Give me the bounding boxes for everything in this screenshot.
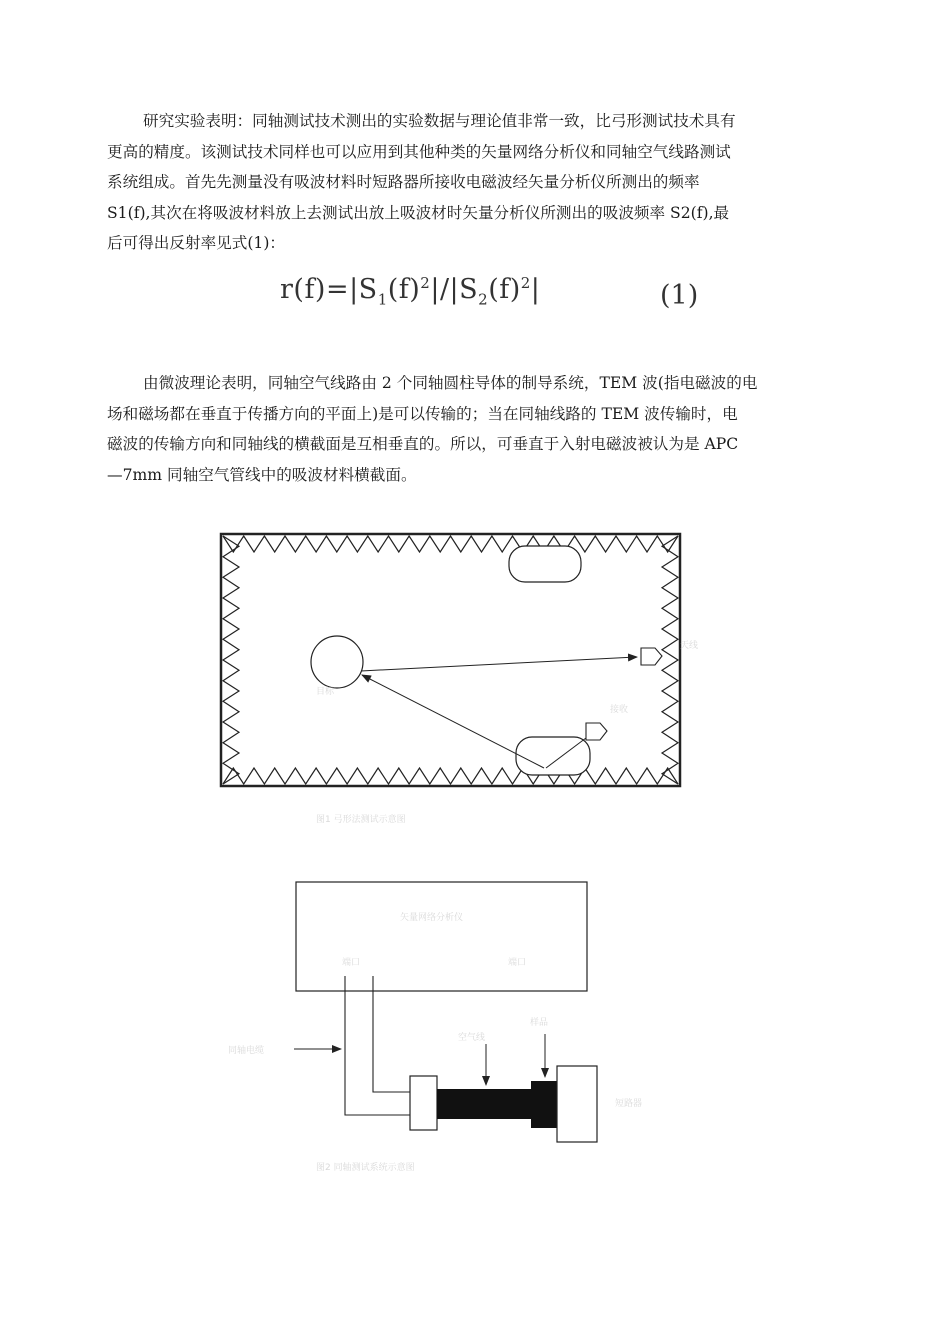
text-line: 更高的精度。该测试技术同样也可以应用到其他种类的矢量网络分析仪和同轴空气线路测试 — [107, 142, 731, 161]
port2-label: 端口 — [508, 958, 527, 968]
formula-part: (f) — [488, 274, 521, 305]
receive-antenna-icon — [586, 723, 607, 740]
text-line: 系统组成。首先先测量没有吸波材料时短路器所接收电磁波经矢量分析仪所测出的频率 — [107, 173, 700, 191]
figure-2-caption: 图2 同轴测试系统示意图 — [316, 1163, 415, 1173]
connector — [410, 1076, 437, 1130]
text-line: 由微波理论表明，同轴空气线路由 2 个同轴圆柱导体的制导系统，TEM 波(指电磁波的电 — [143, 374, 758, 392]
formula-part: |/|S — [430, 274, 479, 305]
formula-lhs: r(f)=|S — [280, 274, 378, 305]
formula-sub-2: 2 — [478, 290, 489, 309]
text-line: —7mm 同轴空气管线中的吸波材料横截面。 — [107, 465, 417, 484]
figure-2-coaxial-setup — [228, 882, 642, 1173]
coax-cable-inner — [373, 976, 410, 1092]
sample-label: 样品 — [530, 1018, 549, 1028]
equation-number: (1) — [660, 280, 699, 311]
text-line: 场和磁场都在垂直于传播方向的平面上)是可以传输的；当在同轴线路的 TEM 波传输时，电 — [107, 404, 738, 423]
text-line: 磁波的传输方向和同轴线的横截面是互相垂直的。所以，可垂直于入射电磁波被认为是 APC — [107, 435, 739, 453]
chamber-frame — [221, 534, 680, 786]
antenna-label: 天线 — [680, 641, 699, 651]
absorber-wedges-top — [223, 536, 678, 552]
formula-sub-1: 1 — [377, 290, 388, 309]
formula-sup-2: 2 — [520, 274, 531, 292]
formula-part: (f) — [387, 274, 421, 305]
reflect-arrow — [362, 675, 544, 768]
absorber-wedges-left — [223, 536, 239, 784]
short-label: 短路器 — [615, 1099, 643, 1109]
cable-label: 同轴电缆 — [228, 1046, 265, 1056]
formula-part: | — [530, 274, 541, 305]
sample-holder — [531, 1081, 557, 1128]
figure-1-anechoic-chamber — [221, 534, 698, 825]
vna-label: 矢量网络分析仪 — [400, 913, 464, 923]
sample-line — [437, 1089, 531, 1119]
text-line: 后可得出反射率见式(1)： — [107, 234, 286, 252]
target-circle — [311, 636, 363, 688]
absorber-wedges-right — [662, 536, 678, 784]
target-label: 目标 — [316, 687, 335, 697]
short-circuit-block — [557, 1066, 597, 1142]
vna-box — [296, 882, 587, 991]
top-rounded-block — [509, 546, 581, 582]
coax-cable-outer — [345, 976, 410, 1115]
airline-label: 空气线 — [458, 1033, 486, 1043]
figure-1-caption: 图1 弓形法测试示意图 — [316, 815, 406, 825]
text-line: 研究实验表明：同轴测试技术测出的实验数据与理论值非常一致，比弓形测试技术具有 — [143, 112, 736, 130]
text-line: S1(f),其次在将吸波材料放上去测试出放上吸波材时矢量分析仪所测出的吸波频率 S2(f),最 — [107, 203, 730, 222]
transmit-arrow — [361, 657, 637, 671]
port1-label: 端口 — [342, 958, 361, 968]
absorber-wedges-bottom — [223, 768, 678, 784]
receiver-label: 接收 — [610, 705, 629, 715]
formula-sup-1: 2 — [420, 274, 431, 292]
transmit-antenna-icon — [641, 648, 662, 665]
